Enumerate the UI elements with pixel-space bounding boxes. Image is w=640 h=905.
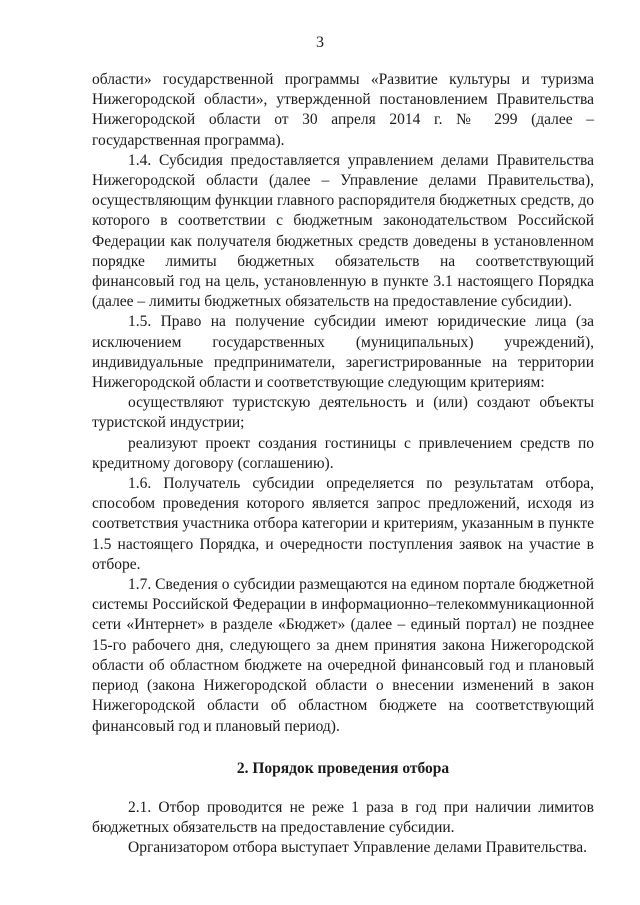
document-body [92, 70, 594, 859]
paragraph-1-7: 1.7. Сведения о субсидии размещаются на едином портале бюджетной системы Российской Федерации в информационно–телекоммуникационной сети «Интернет» в разделе «Бюджет» (далее – единый портал) не позднее 15-го рабочего дня, следующего за днем принятия закона Нижегородской области об областном бюджете на очередной финансовый год и плановый период (закона Нижегородской области о внесении изменений в закон Нижегородской области об областном бюджете на соответствующий финансовый год и плановый период). [92, 576, 594, 735]
paragraph-organizer: Организатором отбора выступает Управление делами Правительства. [128, 839, 588, 857]
paragraph-continuation: области» государственной программы «Развитие культуры и туризма Нижегородской области», утвержденной постановлением Правительства Нижегородской области от 30 апреля 2014 г. № 299 (далее – государственная программа). [92, 71, 594, 149]
page-number: 3 [316, 34, 324, 51]
paragraph-1-4: 1.4. Субсидия предоставляется управлением делами Правительства Нижегородской области (далее – Управление делами Правительства), осуществляющим функции главного распорядителя бюджетных средств, до которого в соответствии с бюджетным законодательством Российской Федерации как получателя бюджетных средств доведены в установленном порядке лимиты бюджетных обязательств на соответствующий финансовый год на цель, установленную в пункте 3.1 настоящего Порядка (далее – лимиты бюджетных обязательств на предоставление субсидии). [92, 151, 594, 311]
paragraph-2-1: 2.1. Отбор проводится не реже 1 раза в год при наличии лимитов бюджетных обязательств на предоставление субсидии. [92, 798, 594, 837]
section-title: 2. Порядок проведения отбора [236, 759, 450, 777]
criterion-tourism: осуществляют туристскую деятельность и (или) создают объекты туристской индустрии; [92, 394, 594, 432]
paragraph-1-5: 1.5. Право на получение субсидии имеют юридические лица (за исключением государственных (муниципальных) учреждений), индивидуальные предприниматели, зарегистрированные на территории Нижегородской области и соответствующие следующим критериям: [92, 313, 594, 392]
paragraph-1-6: 1.6. Получатель субсидии определяется по результатам отбора, способом проведения которого является запрос предложений, исходя из соответствия участника отбора категории и критериям, указанным в пункте 1.5 настоящего Порядка, и очередности поступления заявок на участие в отборе. [92, 475, 594, 573]
criterion-hotel-project: реализуют проект создания гостиницы с привлечением средств по кредитному договору (соглашению). [92, 434, 594, 472]
